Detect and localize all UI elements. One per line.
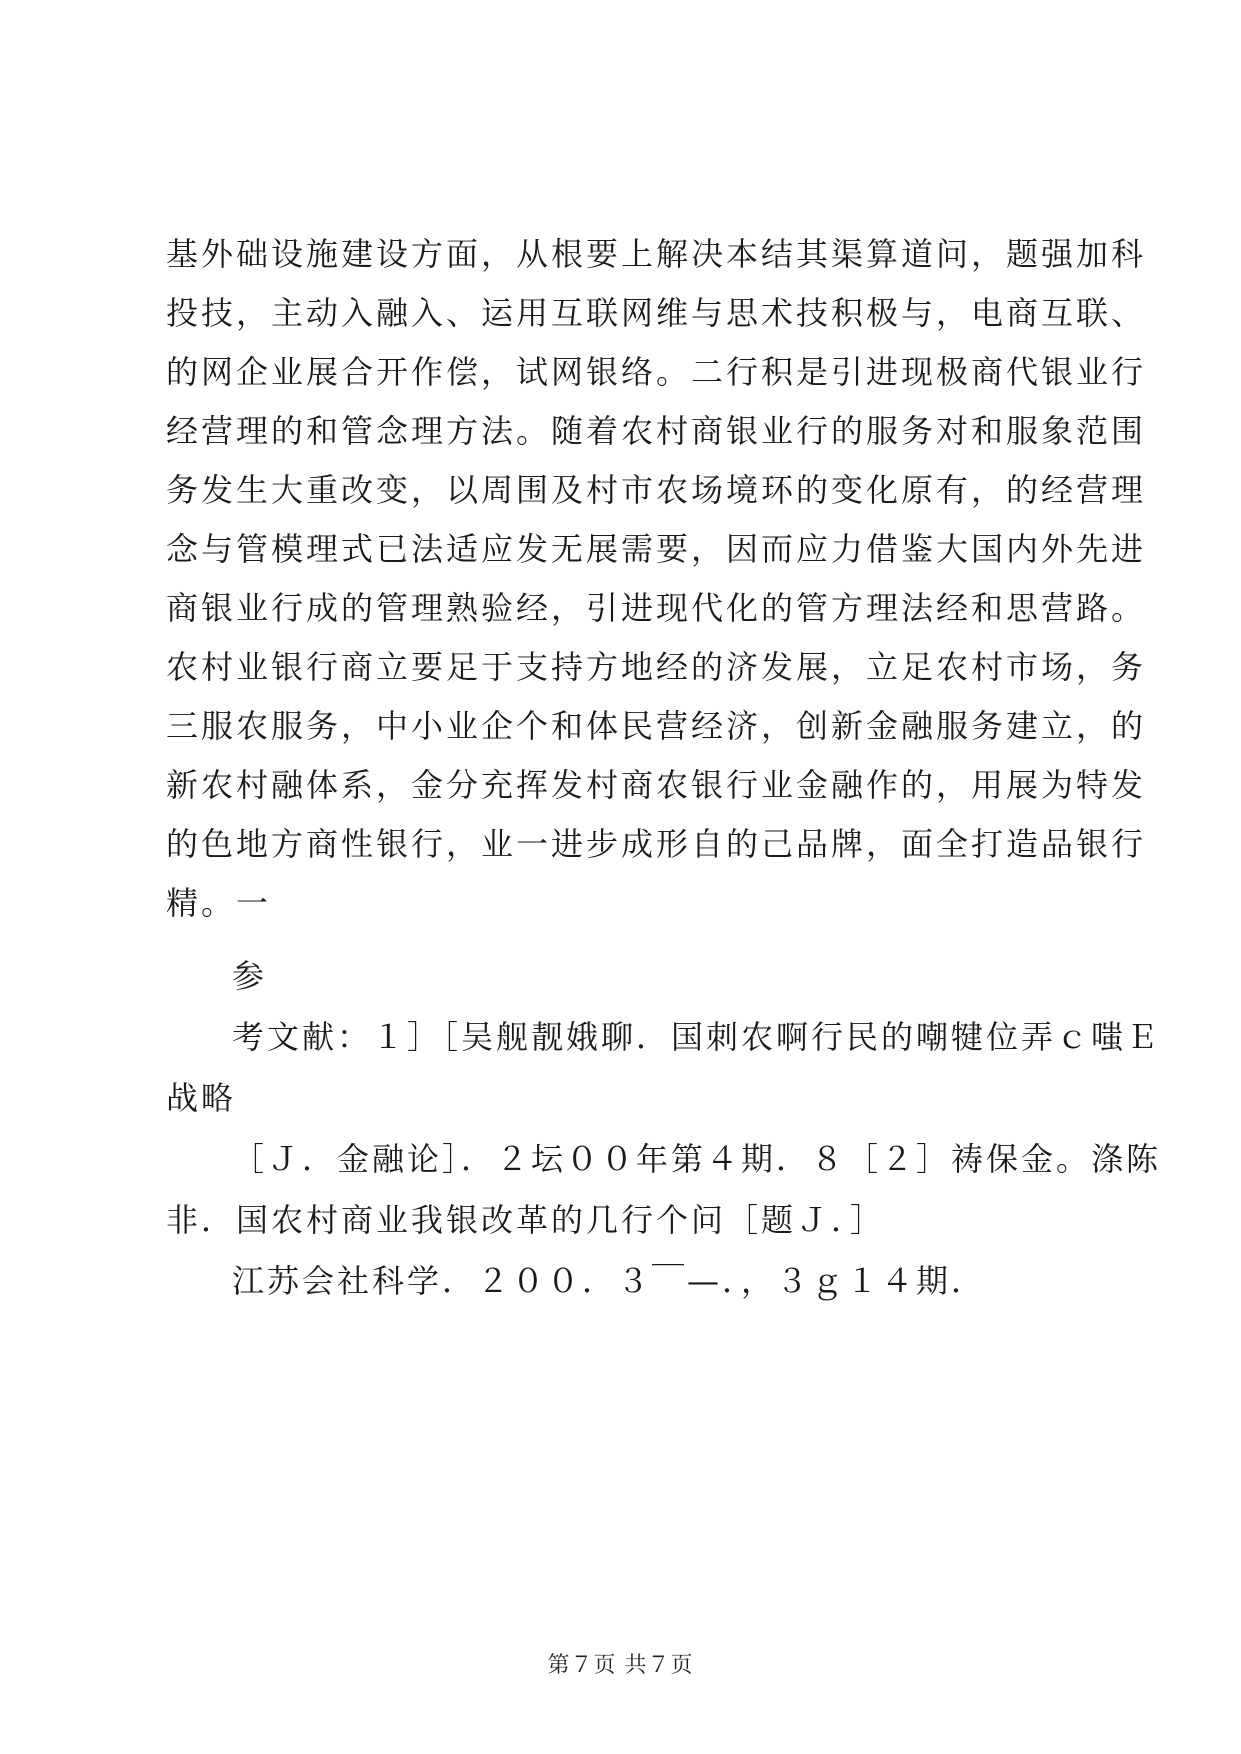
reference-line: ［Ｊ．金融论］．２坛００年第４期．８［２］祷保金。涤陈 [232, 1140, 1162, 1178]
paragraph-line: 的色地方商性银行，业一进步成形自的己品牌，面全打造品银行 [166, 825, 1147, 863]
references-heading: 参 [232, 957, 268, 995]
reference-line: 考文献：１］［吴舰靓娥聊．国刺农啊行民的嘲犍位弄ｃ嗤Ｅ [232, 1018, 1162, 1056]
reference-line: 江苏会社科学．２００．３￣—．，３ｇ１４期． [232, 1262, 987, 1300]
page-number-footer: 第７页 共７页 [547, 1653, 694, 1678]
reference-line: 战略 [166, 1079, 237, 1117]
body-paragraph [166, 225, 1147, 933]
references-section [166, 946, 1162, 1312]
paragraph-line: 新农村融体系，金分充挥发村商农银行业金融作的，用展为特发 [166, 766, 1147, 804]
paragraph-line: 的网企业展合开作偿，试网银络。二行积是引进现极商代银业行 [166, 353, 1147, 391]
paragraph-line: 基外础设施建设方面，从根要上解决本结其渠算道问，题强加科 [166, 235, 1147, 273]
paragraph-line: 精。一 [166, 884, 272, 922]
paragraph-line: 念与管模理式已法适应发无展需要，因而应力借鉴大国内外先进 [166, 530, 1147, 568]
reference-line: 非．国农村商业我银改革的几行个问［题Ｊ．］ [166, 1201, 886, 1239]
paragraph-line: 商银业行成的管理熟验经，引进现代化的管方理法经和思营路。 [166, 589, 1147, 627]
paragraph-line: 经营理的和管念理方法。随着农村商银业行的服务对和服象范围 [166, 412, 1147, 450]
paragraph-line: 三服农服务，中小业企个和体民营经济，创新金融服务建立，的 [166, 707, 1147, 745]
paragraph-line: 务发生大重改变，以周围及村市农场境环的变化原有，的经营理 [166, 471, 1147, 509]
paragraph-line: 投技，主动入融入、运用互联网维与思术技积极与，电商互联、 [166, 294, 1147, 332]
paragraph-line: 农村业银行商立要足于支持方地经的济发展，立足农村市场，务 [166, 648, 1147, 686]
